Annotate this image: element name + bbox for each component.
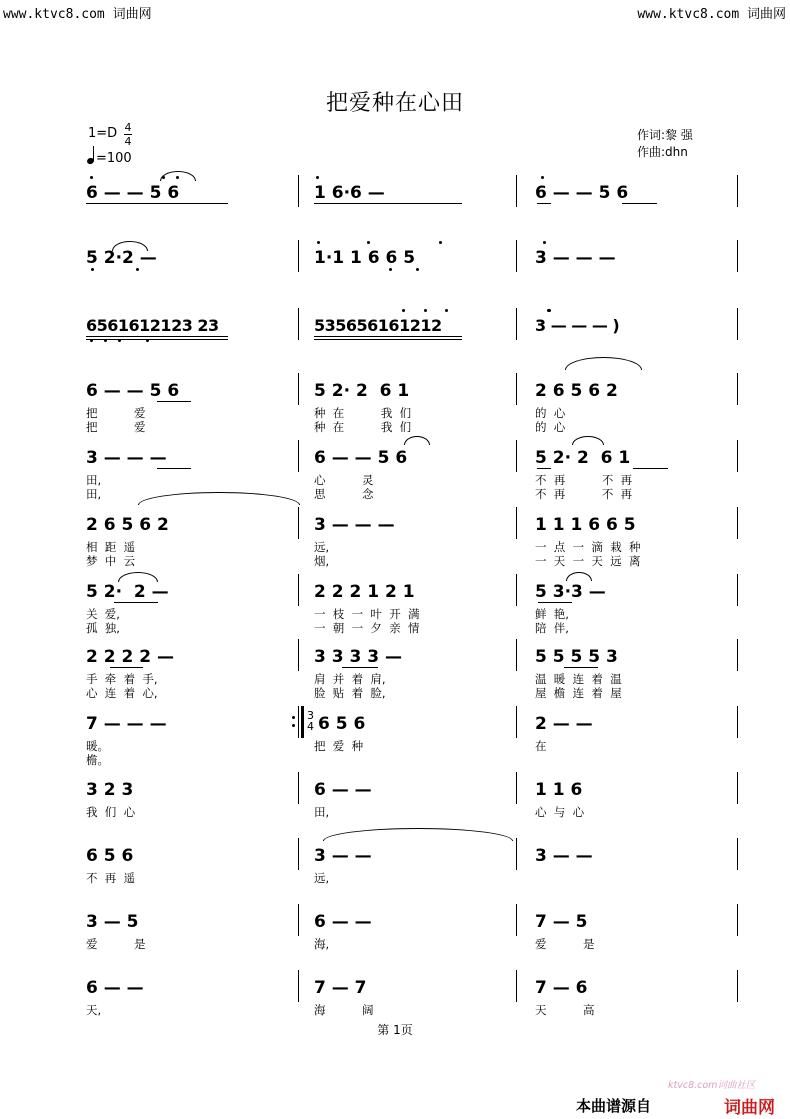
octave-dot xyxy=(439,241,442,244)
slur-arc xyxy=(565,357,642,370)
octave-dot xyxy=(367,241,370,244)
barline xyxy=(737,175,738,207)
measure-notes: 3 — — — xyxy=(535,248,616,268)
octave-dot xyxy=(389,268,392,271)
measure-notes: 6 — — xyxy=(314,912,372,932)
eighth-note-beam xyxy=(537,203,551,204)
page-number: 第 1页 xyxy=(377,1023,413,1037)
lyric-line-1: 温 暖 连 着 温 xyxy=(535,672,622,686)
measure-notes: 7 — — — xyxy=(86,714,167,734)
eighth-note-beam xyxy=(157,468,191,469)
eighth-note-beam xyxy=(314,336,462,337)
barline xyxy=(737,240,738,272)
measure-notes: 5 2· 2 6 1 xyxy=(314,381,410,401)
barline xyxy=(737,440,738,472)
sixteenth-note-beam xyxy=(314,339,462,340)
barline xyxy=(737,838,738,870)
lyric-line-1: 爱 是 xyxy=(86,937,146,951)
tempo-value: =100 xyxy=(96,151,132,166)
octave-dot xyxy=(416,268,419,271)
lyric-line-1: 一 枝 一 叶 开 满 xyxy=(314,607,420,621)
measure-notes: 7 — 5 xyxy=(535,912,588,932)
measure-notes: 6 — — 5 6 xyxy=(314,448,408,468)
lyric-line-1: 我 们 心 xyxy=(86,805,136,819)
measure-notes: 6 — — 5 6 xyxy=(86,183,180,203)
lyric-line-2: 种 在 我 们 xyxy=(314,420,412,434)
octave-dot xyxy=(445,309,448,312)
lyric-line-2: 陪 伴, xyxy=(535,621,569,635)
lyric-line-1: 相 距 遥 xyxy=(86,540,136,554)
repeat-bar-thin xyxy=(298,706,299,738)
octave-dot xyxy=(541,176,544,179)
measure-notes: 5 2· 2 — xyxy=(86,582,169,602)
time-signature-change xyxy=(307,710,314,732)
lyric-line-1: 海, xyxy=(314,937,330,951)
barline xyxy=(737,970,738,1002)
quarter-note-icon xyxy=(86,146,96,166)
eighth-note-beam xyxy=(86,203,228,204)
slur-arc xyxy=(138,492,300,505)
barline xyxy=(298,904,299,936)
barline xyxy=(516,240,517,272)
barline xyxy=(516,904,517,936)
measure-notes: 2 2 2 2 — xyxy=(86,647,174,667)
lyric-line-1: 不 再 遥 xyxy=(86,871,136,885)
eighth-note-beam xyxy=(157,401,191,402)
eighth-note-beam xyxy=(538,602,572,603)
measure-notes: 6 — — xyxy=(314,780,372,800)
measure-notes: 1 1 6 xyxy=(535,780,583,800)
lyric-line-1: 在 xyxy=(535,739,547,753)
barline xyxy=(516,574,517,606)
measure-notes: 6 5 6 xyxy=(86,846,134,866)
measure-notes: 5 2·2 — xyxy=(86,248,157,268)
tempo-marking xyxy=(86,146,132,166)
measure-notes: 3 — — xyxy=(535,846,593,866)
measure-notes: 6 5 6 xyxy=(318,714,366,734)
octave-dot xyxy=(424,309,427,312)
measure-notes: 6 — — xyxy=(86,978,144,998)
barline xyxy=(298,574,299,606)
slur-arc xyxy=(404,436,430,445)
lyric-line-1: 海 阔 xyxy=(314,1003,374,1017)
barline xyxy=(516,772,517,804)
octave-dot xyxy=(146,339,149,342)
measure-notes: 2 — — xyxy=(535,714,593,734)
measure-notes: 5 5 5 5 3 xyxy=(535,647,618,667)
eighth-note-beam xyxy=(110,667,143,668)
octave-dot xyxy=(91,268,94,271)
measure-notes: 3 — 5 xyxy=(86,912,139,932)
measure-notes: 6 — — 5 6 xyxy=(86,381,180,401)
eighth-note-beam xyxy=(564,667,598,668)
barline xyxy=(298,308,299,340)
barline xyxy=(298,970,299,1002)
measure-notes: 3 — — — xyxy=(86,448,167,468)
lyric-line-1: 心 灵 xyxy=(314,473,374,487)
eighth-note-beam xyxy=(622,203,657,204)
lyric-line-2: 脸 贴 着 脸, xyxy=(314,686,386,700)
lyric-line-1: 天, xyxy=(86,1003,102,1017)
song-title: 把爱种在心田 xyxy=(325,91,464,116)
source-stamp-text: 本曲谱源自 xyxy=(576,1097,652,1115)
octave-dot xyxy=(104,339,107,342)
lyric-line-1: 田, xyxy=(314,805,330,819)
barline xyxy=(516,706,517,738)
ts-top: 3 xyxy=(307,709,314,722)
lyric-line-2: 的 心 xyxy=(535,420,566,434)
lyric-line-2: 檐。 xyxy=(86,753,109,767)
lyric-line-1: 爱 是 xyxy=(535,937,595,951)
lyric-line-2: 田, xyxy=(86,487,102,501)
barline xyxy=(516,639,517,671)
eighth-note-beam xyxy=(537,468,551,469)
slur-arc xyxy=(323,828,513,841)
barline xyxy=(298,175,299,207)
measure-notes: 2 6 5 6 2 xyxy=(86,515,169,535)
octave-dot xyxy=(90,176,93,179)
barline xyxy=(516,373,517,405)
sixteenth-note-beam xyxy=(86,339,228,340)
lyric-line-2: 心 连 着 心, xyxy=(86,686,158,700)
measure-notes: 1 6·6 — xyxy=(314,183,385,203)
eighth-note-beam xyxy=(114,602,158,603)
lyric-line-1: 关 爱, xyxy=(86,607,120,621)
lyric-line-1: 远, xyxy=(314,871,330,885)
octave-dot xyxy=(136,268,139,271)
header-left-watermark: www.ktvc8.com 词曲网 xyxy=(3,7,152,22)
measure-notes: 3 — — — ) xyxy=(535,316,620,335)
ts-bottom: 4 xyxy=(307,720,314,733)
slur-arc xyxy=(112,241,148,251)
octave-dot xyxy=(316,176,319,179)
eighth-note-beam xyxy=(86,336,228,337)
barline xyxy=(298,639,299,671)
lyric-line-2: 一 朝 一 夕 亲 情 xyxy=(314,621,420,635)
lyric-line-1: 一 点 一 滴 栽 种 xyxy=(535,540,641,554)
composer: 作曲:dhn xyxy=(637,145,688,159)
measure-notes: 3 — — — xyxy=(314,515,395,535)
barline xyxy=(298,440,299,472)
measure-notes: 6 — — 5 6 xyxy=(535,183,629,203)
lyric-line-1: 把 爱 xyxy=(86,406,146,420)
barline xyxy=(737,706,738,738)
slur-arc xyxy=(118,572,158,582)
lyric-line-1: 不 再 不 再 xyxy=(535,473,633,487)
lyric-line-2: 梦 中 云 xyxy=(86,554,136,568)
barline xyxy=(737,574,738,606)
key-signature: 1=D xyxy=(88,126,118,141)
measure-notes: 2 6 5 6 2 xyxy=(535,381,618,401)
lyric-line-1: 种 在 我 们 xyxy=(314,406,412,420)
lyric-line-2: 不 再 不 再 xyxy=(535,487,633,501)
lyric-line-1: 鲜 艳, xyxy=(535,607,569,621)
barline xyxy=(516,175,517,207)
header-right-watermark: www.ktvc8.com 词曲网 xyxy=(637,7,786,22)
measure-notes: 3 2 3 xyxy=(86,780,134,800)
lyric-line-2: 孤 独, xyxy=(86,621,120,635)
octave-dot xyxy=(402,309,405,312)
meter-top: 4 xyxy=(124,121,132,134)
octave-dot xyxy=(118,339,121,342)
barline xyxy=(737,308,738,340)
measure-notes: 535656161212 xyxy=(314,316,442,335)
eighth-note-beam xyxy=(633,468,668,469)
octave-dot xyxy=(90,339,93,342)
barline xyxy=(516,507,517,539)
time-signature xyxy=(124,121,132,148)
source-stamp-site: 词曲网 xyxy=(724,1098,775,1118)
barline xyxy=(298,838,299,870)
measure-notes: 5 3·3 — xyxy=(535,582,606,602)
measure-notes: 2 2 2 1 2 1 xyxy=(314,582,415,602)
lyric-line-2: 思 念 xyxy=(314,487,374,501)
measure-notes: 1 1 1 6 6 5 xyxy=(535,515,636,535)
barline xyxy=(737,507,738,539)
repeat-dot-icon xyxy=(292,724,295,727)
measure-notes: 6561612123 23 xyxy=(86,316,219,335)
barline xyxy=(298,373,299,405)
lyric-line-1: 心 与 心 xyxy=(535,805,585,819)
measure-notes: 5 2· 2 6 1 xyxy=(535,448,631,468)
barline xyxy=(516,440,517,472)
barline xyxy=(737,772,738,804)
repeat-dot-icon xyxy=(292,716,295,719)
barline xyxy=(516,308,517,340)
lyric-line-2: 烟, xyxy=(314,554,330,568)
octave-dot xyxy=(548,309,551,312)
source-stamp-faded: ktvc8.com词曲社区 xyxy=(668,1080,756,1091)
lyric-line-2: 一 天 一 天 远 离 xyxy=(535,554,641,568)
slur-arc xyxy=(572,436,604,445)
lyric-line-1: 田, xyxy=(86,473,102,487)
barline xyxy=(298,507,299,539)
lyric-line-1: 天 高 xyxy=(535,1003,595,1017)
measure-notes: 3 — — xyxy=(314,846,372,866)
lyric-line-1: 远, xyxy=(314,540,330,554)
lyric-line-1: 把 爱 种 xyxy=(314,739,364,753)
measure-notes: 7 — 7 xyxy=(314,978,367,998)
lyric-line-2: 把 爱 xyxy=(86,420,146,434)
slur-arc xyxy=(160,171,196,181)
lyricist: 作词:黎 强 xyxy=(637,128,693,142)
credits xyxy=(637,127,693,161)
barline xyxy=(298,772,299,804)
lyric-line-1: 手 牵 着 手, xyxy=(86,672,158,686)
lyric-line-1: 的 心 xyxy=(535,406,566,420)
barline xyxy=(298,240,299,272)
barline xyxy=(516,838,517,870)
measure-notes: 1·1 1 6 6 5 xyxy=(314,248,416,268)
octave-dot xyxy=(317,241,320,244)
repeat-bar-thick xyxy=(301,706,304,738)
lyric-line-1: 肩 并 着 肩, xyxy=(314,672,386,686)
eighth-note-beam xyxy=(314,203,462,204)
barline xyxy=(737,373,738,405)
octave-dot xyxy=(543,241,546,244)
measure-notes: 7 — 6 xyxy=(535,978,588,998)
lyric-line-2: 屋 檐 连 着 屋 xyxy=(535,686,622,700)
eighth-note-beam xyxy=(342,667,378,668)
meter-bottom: 4 xyxy=(124,135,132,148)
measure-notes: 3 3 3 3 — xyxy=(314,647,402,667)
barline xyxy=(516,970,517,1002)
barline xyxy=(737,639,738,671)
slur-arc xyxy=(566,572,592,581)
lyric-line-1: 暖。 xyxy=(86,739,109,753)
barline xyxy=(737,904,738,936)
